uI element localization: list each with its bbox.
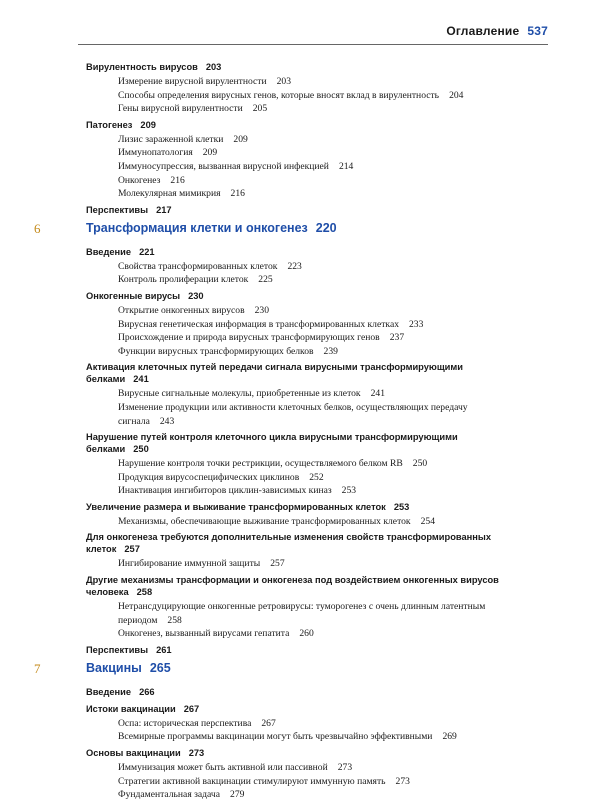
section-page: 258: [136, 587, 153, 598]
subsection-title: Онкогенез, вызванный вирусами гепатита: [118, 628, 290, 640]
toc-subsection: [118, 75, 600, 89]
section-title: Патогенез: [86, 119, 133, 130]
subsection-title: Нетрансдуцирующие онкогенные ретровирусы: туморогенез с очень длинным латентным периодом: [118, 601, 486, 626]
section-title: Для онкогенеза требуются дополнительные изменения свойств трансформированных клеток: [86, 532, 491, 555]
toc-subsection: [118, 730, 600, 744]
subsection-title: Вирусная генетическая информация в трансформированных клетках: [118, 318, 399, 330]
subsection-page: 243: [159, 415, 175, 427]
toc-subsection: [118, 484, 600, 498]
subsection-title: Ингибирование иммунной защиты: [118, 558, 261, 570]
section-title: Активация клеточных путей передачи сигнала вирусными трансформирующими белками: [86, 362, 463, 385]
toc-section: [86, 116, 600, 133]
toc-subsection: [118, 471, 600, 485]
section-title: Введение: [86, 246, 132, 257]
running-header: [446, 24, 548, 38]
subsection-title: Инактивация ингибиторов циклин-зависимых киназ: [118, 485, 332, 497]
subsection-title: Происхождение и природа вирусных трансформирующих генов: [118, 332, 380, 344]
subsection-page: 230: [254, 304, 269, 316]
toc-section: [86, 683, 600, 700]
subsection-page: 254: [420, 515, 435, 527]
subsection-title: Лизис зараженной клетки: [118, 133, 224, 145]
toc-chapter: [0, 661, 600, 681]
subsection-title: Измерение вирусной вирулентности: [118, 76, 267, 87]
subsection-title: Иммунопатология: [118, 147, 193, 159]
section-title: Введение: [86, 686, 132, 697]
section-page: 241: [133, 374, 149, 385]
table-of-contents: [0, 58, 600, 802]
subsection-title: Всемирные программы вакцинации могут быть чрезвычайно эффективными: [118, 731, 433, 743]
subsection-title: Функции вирусных трансформирующих белков: [118, 345, 314, 357]
toc-subsection: [118, 761, 600, 775]
subsection-title: Оспа: историческая перспектива: [118, 717, 252, 729]
section-page: 253: [393, 501, 410, 512]
toc-subsection: [118, 717, 600, 731]
subsection-page: 204: [449, 89, 464, 101]
chapter-page: 220: [315, 220, 337, 235]
section-page: 230: [188, 290, 204, 301]
toc-section: [86, 528, 600, 557]
subsection-page: 205: [252, 103, 268, 115]
section-page: 267: [183, 703, 200, 714]
subsection-page: 279: [230, 789, 245, 801]
chapter-number: 7: [34, 660, 41, 676]
subsection-page: 250: [412, 458, 428, 470]
section-page: 217: [156, 204, 172, 215]
subsection-page: 273: [337, 762, 353, 774]
subsection-page: 209: [233, 133, 248, 145]
section-title: Онкогенные вирусы: [86, 290, 181, 301]
toc-section: [86, 58, 600, 75]
toc-subsection: [118, 89, 600, 103]
section-page: 209: [140, 119, 156, 130]
toc-section: [86, 428, 600, 457]
toc-section: [86, 744, 600, 761]
header-title: Оглавление: [446, 24, 520, 38]
toc-subsection: [118, 775, 600, 789]
toc-subsection: [118, 345, 600, 359]
toc-subsection: [118, 318, 600, 332]
section-title: Увеличение размера и выживание трансформированных клеток: [86, 501, 386, 512]
subsection-page: 269: [442, 731, 457, 743]
toc-chapter: [0, 221, 600, 241]
toc-subsection: [118, 557, 600, 571]
section-title: Вирулентность вирусов: [86, 62, 198, 72]
section-page: 257: [124, 544, 140, 555]
subsection-title: Иммунизация может быть активной или пассивной: [118, 762, 328, 774]
subsection-title: Иммуносупрессия, вызванная вирусной инфекцией: [118, 160, 329, 172]
subsection-page: 233: [409, 318, 424, 330]
subsection-page: 216: [170, 174, 185, 186]
toc-subsection: [118, 160, 600, 174]
subsection-title: Открытие онкогенных вирусов: [118, 304, 245, 316]
subsection-title: Способы определения вирусных генов, которые вносят вклад в вирулентность: [118, 89, 440, 101]
toc-subsection: [118, 387, 600, 401]
subsection-page: 273: [395, 775, 410, 787]
subsection-page: 267: [261, 717, 276, 729]
subsection-page: 216: [230, 188, 245, 200]
toc-section: [86, 700, 600, 717]
subsection-title: Вирусные сигнальные молекулы, приобретенные из клеток: [118, 388, 361, 400]
section-title: Основы вакцинации: [86, 748, 181, 759]
subsection-page: 209: [202, 147, 218, 159]
chapter-title-text: Вакцины: [86, 660, 142, 675]
chapter-page: 265: [149, 660, 171, 675]
subsection-page: 223: [287, 260, 302, 272]
header-rule: [78, 44, 548, 45]
header-page-number: 537: [527, 24, 548, 38]
subsection-page: 258: [167, 614, 182, 626]
toc-subsection: [118, 304, 600, 318]
toc-subsection: [118, 273, 600, 287]
toc-section: [86, 201, 600, 218]
subsection-title: Нарушение контроля точки рестрикции, осуществляемого белком RB: [118, 458, 403, 470]
chapter-number: 6: [34, 220, 41, 236]
section-page: 261: [156, 644, 172, 655]
subsection-title: Свойства трансформированных клеток: [118, 260, 278, 272]
toc-subsection: [118, 133, 600, 147]
toc-subsection: [118, 146, 600, 160]
section-title: Перспективы: [86, 644, 149, 655]
toc-subsection: [118, 627, 600, 641]
toc-subsection: [118, 515, 600, 529]
toc-subsection: [118, 600, 600, 627]
subsection-page: 214: [338, 160, 354, 172]
toc-section: [86, 287, 600, 304]
subsection-title: Фундаментальная задача: [118, 789, 221, 801]
toc-subsection: [118, 331, 600, 345]
subsection-page: 257: [270, 558, 285, 570]
section-page: 203: [205, 62, 222, 72]
subsection-title: Онкогенез: [118, 174, 161, 186]
section-page: 221: [139, 246, 155, 257]
toc-subsection: [118, 174, 600, 188]
section-title: Истоки вакцинации: [86, 703, 176, 714]
subsection-title: Молекулярная мимикрия: [118, 188, 221, 200]
section-page: 266: [139, 686, 155, 697]
toc-section: [86, 358, 600, 387]
subsection-title: Продукция вирусоспецифических циклинов: [118, 471, 300, 483]
toc-section: [86, 498, 600, 515]
toc-section: [86, 641, 600, 658]
toc-subsection: [118, 401, 600, 428]
toc-subsection: [118, 187, 600, 201]
toc-subsection: [118, 102, 600, 116]
toc-subsection: [118, 457, 600, 471]
section-page: 273: [188, 748, 205, 759]
toc-subsection: [118, 788, 600, 802]
subsection-title: Стратегии активной вакцинации стимулируют иммунную память: [118, 775, 386, 787]
chapter-title: [86, 221, 337, 235]
subsection-page: 203: [276, 76, 291, 87]
toc-subsection: [118, 260, 600, 274]
chapter-title-text: Трансформация клетки и онкогенез: [86, 220, 308, 235]
toc-section: [86, 571, 600, 600]
chapter-title: [86, 661, 171, 675]
subsection-page: 241: [370, 388, 385, 400]
subsection-page: 260: [299, 628, 314, 640]
subsection-title: Механизмы, обеспечивающие выживание трансформированных клеток: [118, 515, 411, 527]
subsection-page: 252: [309, 471, 324, 483]
toc-section: [86, 243, 600, 260]
section-page: 250: [133, 444, 149, 455]
subsection-title: Изменение продукции или активности клеточных белков, осуществляющих передачу сигнала: [118, 401, 468, 427]
subsection-title: Контроль пролиферации клеток: [118, 274, 249, 286]
section-title: Другие механизмы трансформации и онкогенеза под воздействием онкогенных вирусов человека: [86, 575, 499, 598]
subsection-page: 237: [389, 332, 405, 344]
subsection-page: 253: [341, 485, 357, 497]
subsection-page: 225: [258, 274, 273, 286]
subsection-title: Гены вирусной вирулентности: [118, 103, 243, 115]
subsection-page: 239: [323, 345, 338, 357]
section-title: Нарушение путей контроля клеточного цикла вирусными трансформирующими белками: [86, 432, 458, 455]
section-title: Перспективы: [86, 204, 149, 215]
